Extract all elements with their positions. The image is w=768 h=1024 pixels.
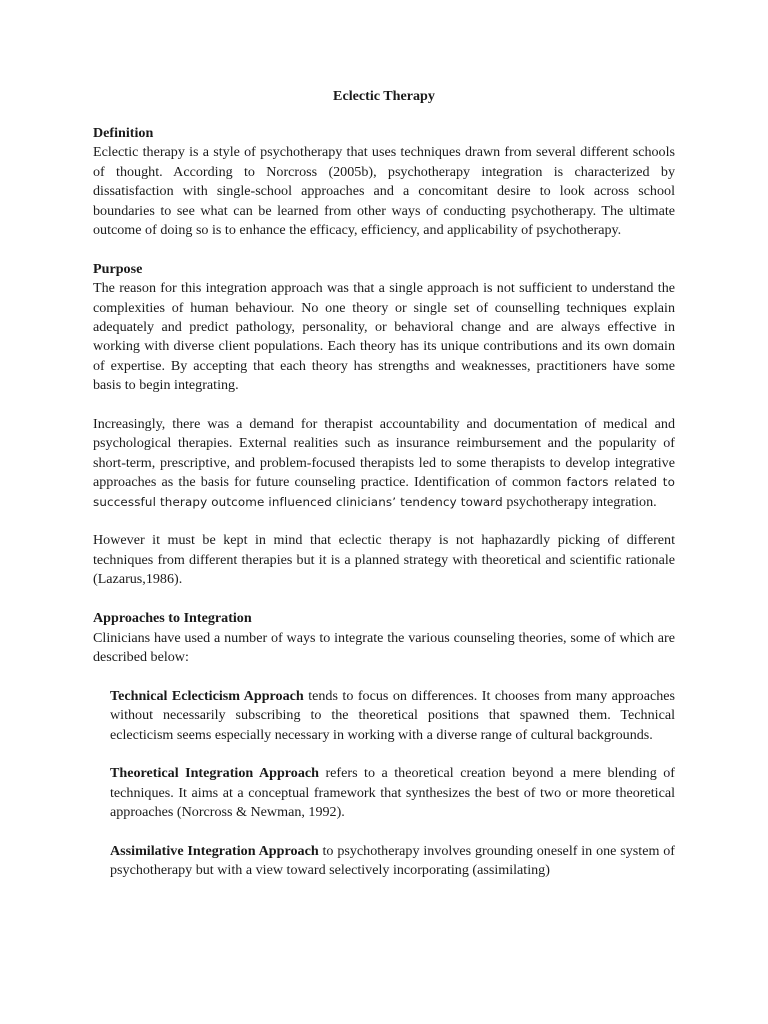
purpose-p2-text-sans: factors related to successful therapy outcome influenced clinicians’ tendency toward bbox=[93, 475, 675, 509]
purpose-paragraph-2 bbox=[93, 415, 675, 512]
purpose-paragraph-3: However it must be kept in mind that eclectic therapy is not haphazardly picking of different techniques from different therapies but it is a planned strategy with theoretical and scientific rationale (Lazarus,1986). bbox=[93, 532, 675, 588]
approach-description: refers to a theoretical creation beyond a mere blending of techniques. It aims at a conceptual framework that synthesizes the best of two or more theoretical approaches (Norcross & Newman, 1992). bbox=[110, 765, 675, 821]
purpose-p2-text-b: psychotherapy integration. bbox=[506, 493, 657, 510]
definition-paragraph: Eclectic therapy is a style of psychotherapy that uses techniques drawn from several different schools of thought. According to Norcross (2005b), psychotherapy integration is characterized by dissatisfaction with single-school approaches and a concomitant desire to look across school boundaries to see what can be learned from other ways of conducting psychotherapy. The ultimate outcome of doing so is to enhance the efficacy, efficiency, and applicability of psychotherapy. bbox=[93, 144, 675, 239]
document-page bbox=[93, 86, 675, 881]
approach-item bbox=[110, 764, 675, 822]
approach-name: Technical Eclecticism Approach bbox=[110, 687, 304, 704]
purpose-p2-text-a: Increasingly, there was a demand for therapist accountability and documentation of medical and psychological therapies. External realities such as insurance reimbursement and the popularity of short-term, prescriptive, and problem-focused therapists led to some therapists to develop integrative approaches as the basis for future counseling practice. Identification of common bbox=[93, 416, 675, 491]
approach-item bbox=[110, 687, 675, 745]
approaches-heading: Approaches to Integration bbox=[93, 610, 252, 627]
approach-description: to psychotherapy involves grounding oneself in one system of psychotherapy but with a view toward selectively incorporating (assimilating) bbox=[110, 842, 675, 879]
approach-name: Theoretical Integration Approach bbox=[110, 765, 319, 782]
purpose-heading: Purpose bbox=[93, 260, 143, 277]
approach-description: tends to focus on differences. It chooses from many approaches without necessarily subscribing to the theoretical positions that spawned them. Technical eclecticism seems especially necessary in working with a diverse range of cultural backgrounds. bbox=[110, 687, 675, 743]
definition-heading: Definition bbox=[93, 125, 154, 141]
approach-name: Assimilative Integration Approach bbox=[110, 842, 319, 859]
document-title: Eclectic Therapy bbox=[333, 88, 435, 104]
approaches-intro: Clinicians have used a number of ways to integrate the various counseling theories, some of which are described below: bbox=[93, 629, 675, 665]
purpose-paragraph-1: The reason for this integration approach was that a single approach is not sufficient to understand the complexities of human behaviour. No one theory or single set of counselling techniques explain adequately and predict pathology, personality, or behavioral change and are always effective in working with diverse client populations. Each theory has its unique contributions and its own domain of expertise. By accepting that each theory has strengths and weaknesses, practitioners have some basis to begin integrating. bbox=[93, 280, 675, 394]
approach-item bbox=[110, 842, 675, 881]
